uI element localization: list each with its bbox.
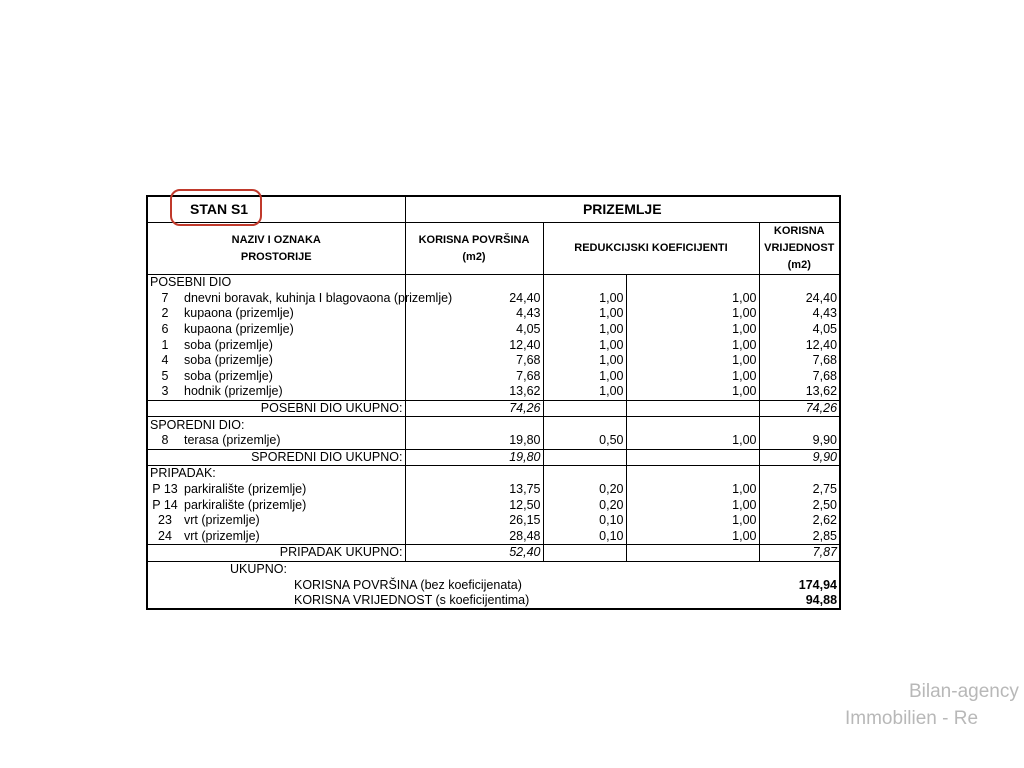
table-row — [148, 513, 839, 529]
col-name-header: NAZIV I OZNAKA PROSTORIJE — [231, 233, 321, 263]
unit-highlight-outline — [170, 189, 262, 226]
room-number: 5 — [161, 368, 169, 383]
room-value: 4,05 — [759, 322, 839, 338]
room-number: P 13 — [152, 482, 178, 497]
totals-value-row — [148, 593, 839, 609]
room-name: vrt (prizemlje) — [184, 528, 260, 543]
empty-cell — [626, 545, 759, 562]
area-table — [148, 197, 839, 608]
table-row — [148, 529, 839, 545]
totals-area-row — [148, 577, 839, 593]
section-title-row — [148, 275, 839, 291]
section-title: PRIPADAK: — [150, 466, 216, 481]
room-name: dnevni boravak, kuhinja I blagovaona (prizemlje) — [184, 290, 453, 305]
room-value: 13,62 — [759, 384, 839, 400]
section-title: POSEBNI DIO — [150, 275, 232, 290]
subtotal-row — [148, 400, 839, 417]
empty-cell — [543, 400, 626, 417]
room-area: 24,40 — [405, 291, 543, 307]
room-area: 19,80 — [405, 433, 543, 449]
column-header-row — [148, 223, 839, 275]
empty-cell — [759, 466, 839, 482]
table-row — [148, 384, 839, 400]
room-value: 2,50 — [759, 497, 839, 513]
room-area: 12,40 — [405, 337, 543, 353]
table-row — [148, 482, 839, 498]
room-number: 1 — [161, 337, 169, 352]
total-value-value: 94,88 — [805, 593, 838, 608]
room-area: 13,62 — [405, 384, 543, 400]
room-value: 12,40 — [759, 337, 839, 353]
room-name: vrt (prizemlje) — [184, 513, 260, 528]
room-name: parkiralište (prizemlje) — [184, 482, 307, 497]
room-number: 3 — [161, 384, 169, 399]
coefficient-2: 1,00 — [626, 369, 759, 385]
table-row — [148, 433, 839, 449]
room-area: 26,15 — [405, 513, 543, 529]
col-value-header: KORISNA VRIJEDNOST (m2) — [759, 223, 839, 275]
empty-cell — [759, 275, 839, 291]
watermark-line-2: Immobilien - Re — [845, 708, 979, 729]
room-area: 4,43 — [405, 306, 543, 322]
coefficient-2: 1,00 — [626, 433, 759, 449]
total-value-label: KORISNA VRIJEDNOST (s koeficijentima) — [294, 593, 530, 608]
table-row — [148, 353, 839, 369]
subtotal-area: 52,40 — [405, 545, 543, 562]
room-name: kupaona (prizemlje) — [184, 306, 294, 321]
room-name: terasa (prizemlje) — [184, 433, 281, 448]
table-row — [148, 322, 839, 338]
coefficient-1: 1,00 — [543, 384, 626, 400]
subtotal-area: 74,26 — [405, 400, 543, 417]
coefficient-2: 1,00 — [626, 337, 759, 353]
coefficient-2: 1,00 — [626, 322, 759, 338]
room-number: 24 — [158, 528, 172, 543]
room-name: kupaona (prizemlje) — [184, 322, 294, 337]
floor-label: PRIZEMLJE — [405, 197, 839, 223]
empty-cell — [405, 466, 543, 482]
subtotal-value: 7,87 — [759, 545, 839, 562]
totals-label: UKUPNO: — [230, 561, 287, 576]
empty-cell — [543, 466, 626, 482]
room-value: 24,40 — [759, 291, 839, 307]
coefficient-2: 1,00 — [626, 353, 759, 369]
watermark — [845, 678, 1024, 732]
total-area-value: 174,94 — [798, 577, 838, 592]
coefficient-1: 1,00 — [543, 322, 626, 338]
total-area-label: KORISNA POVRŠINA (bez koeficijenata) — [294, 577, 522, 592]
room-area: 28,48 — [405, 529, 543, 545]
coefficient-2: 1,00 — [626, 291, 759, 307]
coefficient-2: 1,00 — [626, 306, 759, 322]
room-area: 12,50 — [405, 497, 543, 513]
subtotal-label: POSEBNI DIO UKUPNO: — [260, 401, 403, 416]
section-title-row — [148, 417, 839, 433]
room-number: P 14 — [152, 497, 178, 512]
coefficient-1: 1,00 — [543, 291, 626, 307]
room-name: soba (prizemlje) — [184, 368, 273, 383]
subtotal-label: SPOREDNI DIO UKUPNO: — [251, 449, 403, 464]
watermark-line-1: Bilan-agency — [909, 681, 1019, 702]
empty-cell — [543, 545, 626, 562]
table-row — [148, 369, 839, 385]
coefficient-2: 1,00 — [626, 529, 759, 545]
totals-label-row — [148, 561, 839, 577]
coefficient-2: 1,00 — [626, 513, 759, 529]
room-value: 2,62 — [759, 513, 839, 529]
room-name: soba (prizemlje) — [184, 337, 273, 352]
room-value: 9,90 — [759, 433, 839, 449]
empty-cell — [626, 466, 759, 482]
empty-cell — [626, 400, 759, 417]
coefficient-1: 0,10 — [543, 513, 626, 529]
empty-cell — [626, 449, 759, 466]
room-number: 7 — [161, 290, 169, 305]
empty-cell — [405, 275, 543, 291]
coefficient-1: 1,00 — [543, 337, 626, 353]
room-value: 7,68 — [759, 353, 839, 369]
room-value: 2,85 — [759, 529, 839, 545]
room-value: 4,43 — [759, 306, 839, 322]
table-row — [148, 337, 839, 353]
unit-label: STAN S1 — [190, 201, 249, 217]
coefficient-1: 1,00 — [543, 306, 626, 322]
section-title: SPOREDNI DIO: — [150, 417, 245, 432]
room-name: parkiralište (prizemlje) — [184, 497, 307, 512]
room-name: hodnik (prizemlje) — [184, 384, 283, 399]
coefficient-2: 1,00 — [626, 482, 759, 498]
subtotal-area: 19,80 — [405, 449, 543, 466]
room-value: 2,75 — [759, 482, 839, 498]
room-value: 7,68 — [759, 369, 839, 385]
room-number: 4 — [161, 353, 169, 368]
subtotal-row — [148, 545, 839, 562]
section-title-row — [148, 466, 839, 482]
subtotal-label: PRIPADAK UKUPNO: — [279, 545, 403, 560]
room-number: 23 — [158, 513, 172, 528]
col-coef-header: REDUKCIJSKI KOEFICIJENTI — [543, 223, 759, 275]
subtotal-value: 74,26 — [759, 400, 839, 417]
room-area: 7,68 — [405, 369, 543, 385]
subtotal-value: 9,90 — [759, 449, 839, 466]
coefficient-2: 1,00 — [626, 497, 759, 513]
empty-cell — [405, 417, 543, 433]
coefficient-1: 1,00 — [543, 369, 626, 385]
empty-cell — [543, 417, 626, 433]
empty-cell — [626, 275, 759, 291]
room-area: 7,68 — [405, 353, 543, 369]
room-number: 6 — [161, 322, 169, 337]
room-area: 4,05 — [405, 322, 543, 338]
area-table-sheet — [146, 195, 841, 610]
coefficient-1: 0,20 — [543, 497, 626, 513]
empty-cell — [543, 449, 626, 466]
coefficient-1: 0,50 — [543, 433, 626, 449]
room-number: 8 — [161, 433, 169, 448]
coefficient-2: 1,00 — [626, 384, 759, 400]
empty-cell — [626, 417, 759, 433]
coefficient-1: 0,10 — [543, 529, 626, 545]
room-name: soba (prizemlje) — [184, 353, 273, 368]
col-area-header: KORISNA POVRŠINA (m2) — [405, 223, 543, 275]
empty-cell — [543, 275, 626, 291]
room-number: 2 — [161, 306, 169, 321]
table-row — [148, 291, 839, 307]
table-row — [148, 306, 839, 322]
table-row — [148, 497, 839, 513]
empty-cell — [759, 417, 839, 433]
coefficient-1: 1,00 — [543, 353, 626, 369]
subtotal-row — [148, 449, 839, 466]
room-area: 13,75 — [405, 482, 543, 498]
coefficient-1: 0,20 — [543, 482, 626, 498]
